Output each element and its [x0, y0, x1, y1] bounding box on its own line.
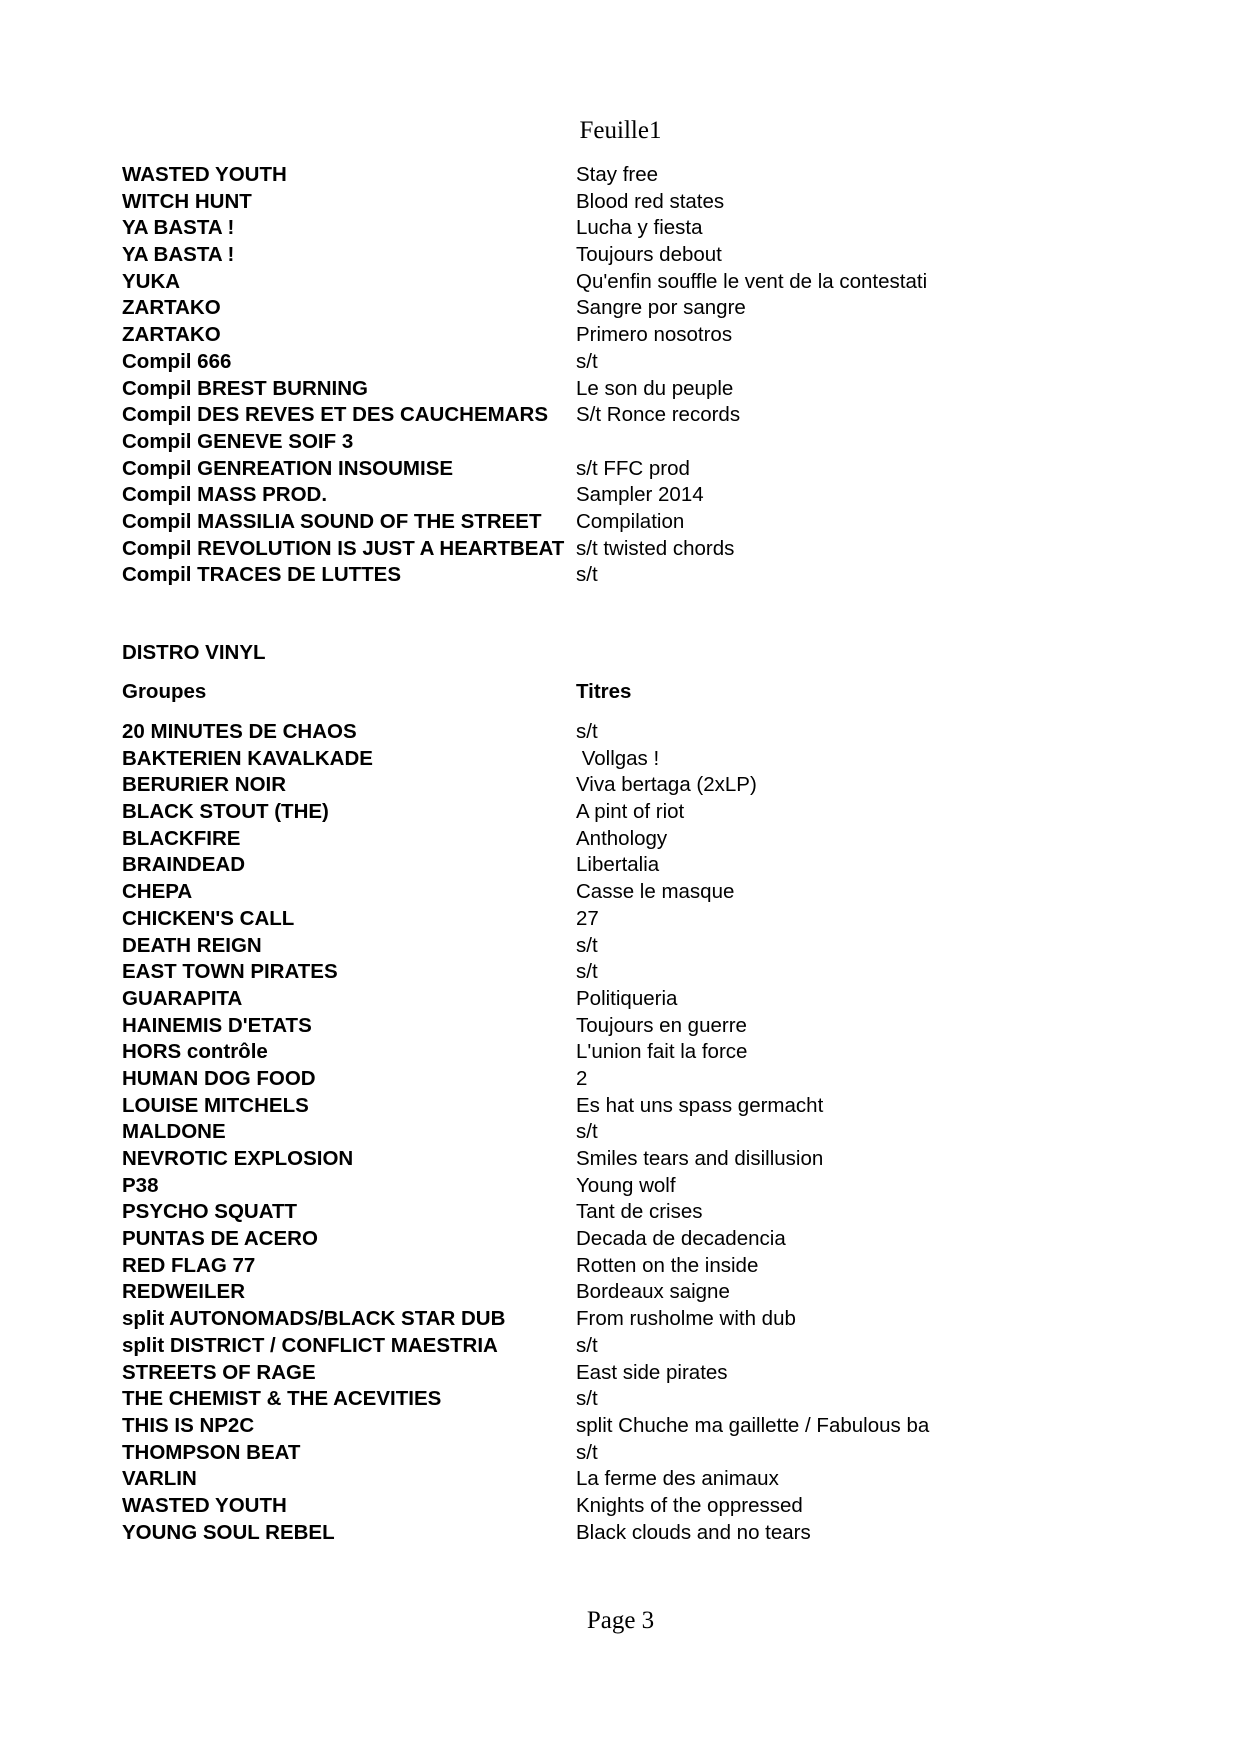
artist-cell: THE CHEMIST & THE ACEVITIES	[122, 1387, 442, 1411]
artist-cell: RED FLAG 77	[122, 1253, 256, 1277]
artist-cell: NEVROTIC EXPLOSION	[122, 1147, 354, 1170]
table-row	[122, 269, 1002, 296]
header-titres: Titres	[576, 680, 632, 703]
artist-cell: LOUISE MITCHELS	[122, 1093, 309, 1117]
table-row	[122, 429, 1002, 456]
artist-cell: P38	[122, 1173, 159, 1197]
table-row	[122, 826, 1002, 853]
title-cell: L'union fait la force	[576, 1040, 748, 1064]
artist-cell: MALDONE	[122, 1120, 226, 1144]
artist-cell: REDWEILER	[122, 1280, 245, 1304]
table-row	[122, 879, 1002, 906]
table-row	[122, 1146, 1002, 1173]
table-row	[122, 349, 1002, 376]
title-cell: Le son du peuple	[576, 376, 734, 400]
table-row	[122, 1066, 1002, 1093]
artist-cell: HAINEMIS D'ETATS	[122, 1013, 312, 1037]
artist-cell: Compil MASS PROD.	[122, 483, 328, 507]
title-cell: Decada de decadencia	[576, 1227, 786, 1251]
table-row	[122, 295, 1002, 322]
title-cell: s/t	[576, 720, 598, 743]
artist-cell: Compil DES REVES ET DES CAUCHEMARS	[122, 403, 548, 427]
artist-cell: WASTED YOUTH	[122, 1493, 287, 1517]
table-row	[122, 1386, 1002, 1413]
table-row	[122, 1440, 1002, 1467]
title-cell: s/t FFC prod	[576, 456, 690, 480]
artist-cell: GUARAPITA	[122, 986, 243, 1010]
title-cell: s/t	[576, 933, 598, 957]
table-row	[122, 482, 1002, 509]
distro-list	[122, 719, 1002, 1546]
artist-cell: split AUTONOMADS/BLACK STAR DUB	[122, 1307, 506, 1331]
title-cell: Vollgas !	[576, 746, 660, 770]
artist-cell: BLACKFIRE	[122, 826, 241, 850]
table-row	[122, 1306, 1002, 1333]
title-cell: Young wolf	[576, 1173, 676, 1197]
table-row	[122, 1119, 1002, 1146]
artist-cell: BRAINDEAD	[122, 853, 245, 877]
artist-cell: DEATH REIGN	[122, 933, 262, 957]
artist-cell: ZARTAKO	[122, 323, 221, 347]
table-row	[122, 852, 1002, 879]
title-cell: Casse le masque	[576, 880, 735, 904]
artist-cell: Compil GENEVE SOIF 3	[122, 429, 354, 453]
artist-cell: WITCH HUNT	[122, 189, 252, 213]
title-cell: Es hat uns spass germacht	[576, 1093, 824, 1117]
artist-cell: BERURIER NOIR	[122, 773, 287, 797]
artist-cell: BAKTERIEN KAVALKADE	[122, 746, 373, 770]
title-cell: Sangre por sangre	[576, 296, 746, 320]
title-cell: Sampler 2014	[576, 483, 704, 507]
table-row	[122, 746, 1002, 773]
table-row	[122, 162, 1002, 189]
title-cell: s/t	[576, 960, 598, 984]
artist-cell: CHEPA	[122, 880, 193, 904]
title-cell: Knights of the oppressed	[576, 1493, 803, 1517]
title-cell: Bordeaux saigne	[576, 1280, 730, 1304]
title-cell: 2	[576, 1066, 588, 1090]
table-row	[122, 1333, 1002, 1360]
title-cell: 27	[576, 906, 599, 930]
sheet-title-text: Feuille1	[579, 117, 662, 144]
title-cell: Compilation	[576, 509, 685, 533]
table-row	[122, 933, 1002, 960]
artist-cell: WASTED YOUTH	[122, 163, 287, 186]
table-row	[122, 1360, 1002, 1387]
title-cell: Toujours debout	[576, 243, 722, 267]
table-row	[122, 562, 1002, 589]
title-cell: s/t twisted chords	[576, 536, 735, 560]
table-row	[122, 1413, 1002, 1440]
table-row	[122, 1520, 1002, 1547]
table-row	[122, 1173, 1002, 1200]
table-row	[122, 189, 1002, 216]
title-cell: Smiles tears and disillusion	[576, 1147, 824, 1170]
artist-cell: VARLIN	[122, 1467, 197, 1491]
artist-cell: Compil GENREATION INSOUMISE	[122, 456, 454, 480]
title-cell: Libertalia	[576, 853, 660, 877]
table-row	[122, 1199, 1002, 1226]
table-row	[122, 322, 1002, 349]
table-row	[122, 1493, 1002, 1520]
title-cell: Blood red states	[576, 189, 725, 213]
artist-cell: YA BASTA !	[122, 243, 235, 267]
table-row	[122, 986, 1002, 1013]
table-row	[122, 1226, 1002, 1253]
title-cell: s/t	[576, 1120, 598, 1144]
table-row	[122, 959, 1002, 986]
title-cell: Black clouds and no tears	[576, 1520, 811, 1544]
title-cell	[576, 429, 1002, 456]
title-cell: s/t	[576, 563, 598, 587]
artist-cell: Compil REVOLUTION IS JUST A HEARTBEAT	[122, 536, 565, 560]
artist-cell: Compil 666	[122, 349, 232, 373]
distro-section-label: DISTRO VINYL	[122, 641, 266, 664]
header-groupes: Groupes	[122, 680, 207, 703]
table-row	[122, 719, 1002, 746]
table-row	[122, 1466, 1002, 1493]
title-cell: Stay free	[576, 163, 659, 186]
title-cell: Primero nosotros	[576, 323, 733, 347]
title-cell: S/t Ronce records	[576, 403, 741, 427]
title-cell: Rotten on the inside	[576, 1253, 759, 1277]
table-row	[122, 1279, 1002, 1306]
title-cell: s/t	[576, 1333, 598, 1357]
table-row	[122, 772, 1002, 799]
artist-cell: HORS contrôle	[122, 1040, 268, 1064]
artist-cell: BLACK STOUT (THE)	[122, 800, 329, 824]
artist-cell: YOUNG SOUL REBEL	[122, 1520, 335, 1544]
title-cell: split Chuche ma gaillette / Fabulous ba	[576, 1413, 930, 1437]
page-number: Page 3	[586, 1607, 655, 1634]
table-row	[122, 1013, 1002, 1040]
artist-cell: STREETS OF RAGE	[122, 1360, 316, 1384]
title-cell: East side pirates	[576, 1360, 728, 1384]
title-cell: s/t	[576, 349, 598, 373]
table-row	[122, 536, 1002, 563]
artist-cell: split DISTRICT / CONFLICT MAESTRIA	[122, 1333, 498, 1357]
title-cell: Anthology	[576, 826, 668, 850]
table-row	[122, 1253, 1002, 1280]
artist-cell: THIS IS NP2C	[122, 1413, 255, 1437]
artist-cell: Compil BREST BURNING	[122, 376, 368, 400]
artist-cell: ZARTAKO	[122, 296, 221, 320]
title-cell: Viva bertaga (2xLP)	[576, 773, 757, 797]
title-cell: From rusholme with dub	[576, 1307, 796, 1331]
table-row	[122, 215, 1002, 242]
title-cell: A pint of riot	[576, 800, 685, 824]
title-cell: s/t	[576, 1387, 598, 1411]
title-cell: La ferme des animaux	[576, 1467, 779, 1491]
table-row	[122, 456, 1002, 483]
title-cell: Qu'enfin souffle le vent de la contestati	[576, 269, 928, 293]
title-cell: Politiqueria	[576, 986, 678, 1010]
title-cell: Tant de crises	[576, 1200, 703, 1224]
table-row	[122, 1039, 1002, 1066]
table-row	[122, 509, 1002, 536]
table-row	[122, 799, 1002, 826]
artist-cell: YA BASTA !	[122, 216, 235, 240]
artist-cell: THOMPSON BEAT	[122, 1440, 301, 1464]
title-cell: Toujours en guerre	[576, 1013, 747, 1037]
artist-cell: Compil TRACES DE LUTTES	[122, 563, 402, 587]
artist-cell: PUNTAS DE ACERO	[122, 1227, 318, 1251]
sheet-title	[0, 117, 1241, 145]
title-cell: s/t	[576, 1440, 598, 1464]
title-cell: Lucha y fiesta	[576, 216, 703, 240]
artist-cell: EAST TOWN PIRATES	[122, 960, 338, 984]
artist-cell: PSYCHO SQUATT	[122, 1200, 298, 1224]
artist-cell: CHICKEN'S CALL	[122, 906, 295, 930]
distro-column-headers	[122, 680, 1002, 704]
artist-cell: 20 MINUTES DE CHAOS	[122, 720, 357, 743]
table-row	[122, 376, 1002, 403]
table-row	[122, 906, 1002, 933]
artist-cell: HUMAN DOG FOOD	[122, 1066, 316, 1090]
top-list	[122, 162, 1002, 589]
table-row	[122, 1093, 1002, 1120]
table-row	[122, 402, 1002, 429]
artist-cell: Compil MASSILIA SOUND OF THE STREET	[122, 509, 542, 533]
artist-cell: YUKA	[122, 269, 181, 293]
table-row	[122, 242, 1002, 269]
